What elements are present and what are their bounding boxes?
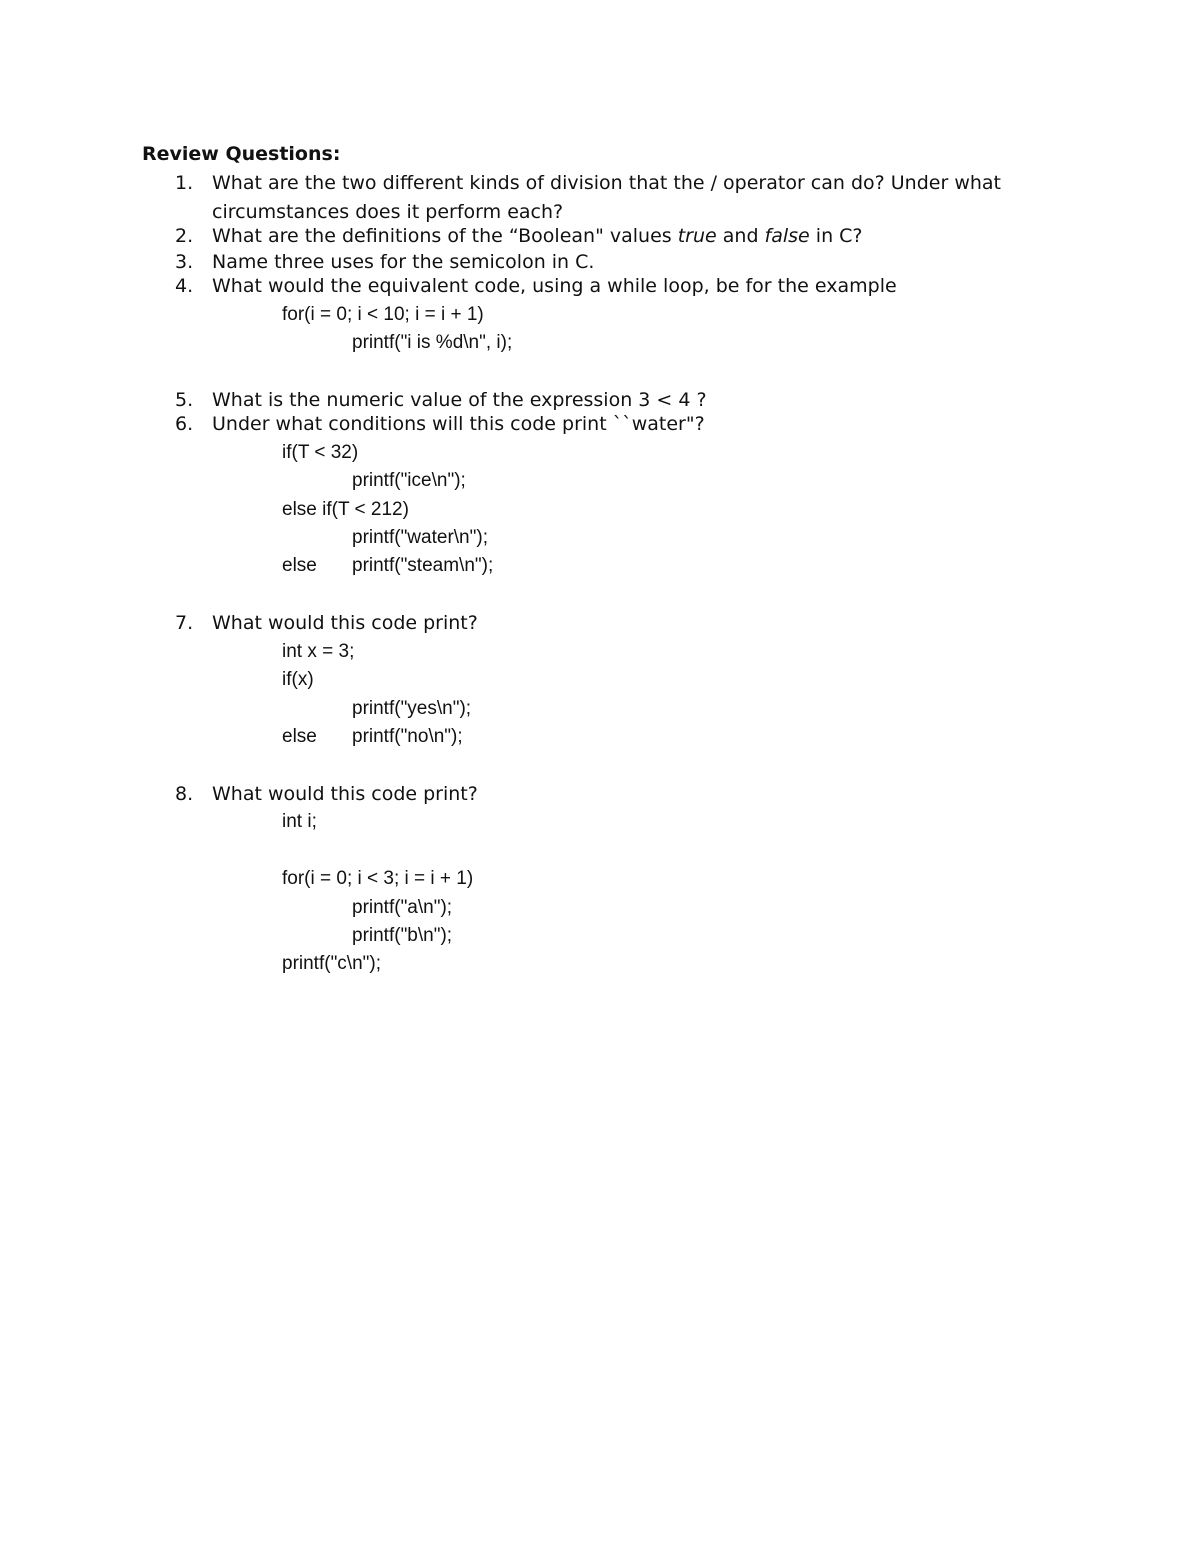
code-line: for(i = 0; i < 10; i = i + 1)	[282, 304, 484, 325]
code-line: else if(T < 212)	[282, 499, 409, 520]
code-line: printf("b\n");	[352, 925, 453, 946]
code-line: if(T < 32)	[282, 442, 359, 463]
code-line: int i;	[282, 811, 317, 832]
question-text: Name three uses for the semicolon in C.	[212, 251, 595, 273]
code-line: printf("ice\n");	[352, 470, 466, 491]
false-word: false	[764, 225, 810, 247]
code-line: printf("a\n");	[352, 897, 453, 918]
question-text: What would this code print?	[212, 783, 478, 805]
question-number: 1.	[175, 172, 194, 194]
question-number: 8.	[175, 783, 194, 805]
question-number: 2.	[175, 225, 194, 247]
question-text: What would the equivalent code, using a while loop, be for the example	[212, 275, 897, 297]
question-text	[212, 223, 1032, 249]
question-text-post: in C?	[809, 225, 863, 247]
code-line: printf("yes\n");	[352, 698, 472, 719]
code-line: printf("i is %d\n", i);	[352, 332, 513, 353]
question-number: 3.	[175, 251, 194, 273]
code-line: for(i = 0; i < 3; i = i + 1)	[282, 868, 474, 889]
question-text: What is the numeric value of the expression 3 < 4 ?	[212, 389, 707, 411]
question-text	[212, 170, 1032, 225]
page-heading: Review Questions:	[142, 143, 341, 165]
question-line-1: What are the two different kinds of division that the / operator can do? Under what	[212, 172, 1002, 194]
question-text: What would this code print?	[212, 612, 478, 634]
code-line: int x = 3;	[282, 641, 355, 662]
code-line: printf("no\n");	[352, 726, 463, 747]
question-text-pre: What are the definitions of the “Boolean" values	[212, 225, 678, 247]
question-line-2: circumstances does it perform each?	[212, 201, 564, 223]
question-text: Under what conditions will this code print ``water"?	[212, 413, 705, 435]
question-text-mid: and	[716, 225, 765, 247]
true-word: true	[677, 225, 717, 247]
code-line: else	[282, 726, 317, 747]
question-number: 4.	[175, 275, 194, 297]
question-number: 5.	[175, 389, 194, 411]
code-line: if(x)	[282, 669, 314, 690]
question-number: 6.	[175, 413, 194, 435]
code-line: else	[282, 555, 317, 576]
code-line: printf("water\n");	[352, 527, 488, 548]
code-line: printf("steam\n");	[352, 555, 494, 576]
question-number: 7.	[175, 612, 194, 634]
code-line: printf("c\n");	[282, 953, 382, 974]
